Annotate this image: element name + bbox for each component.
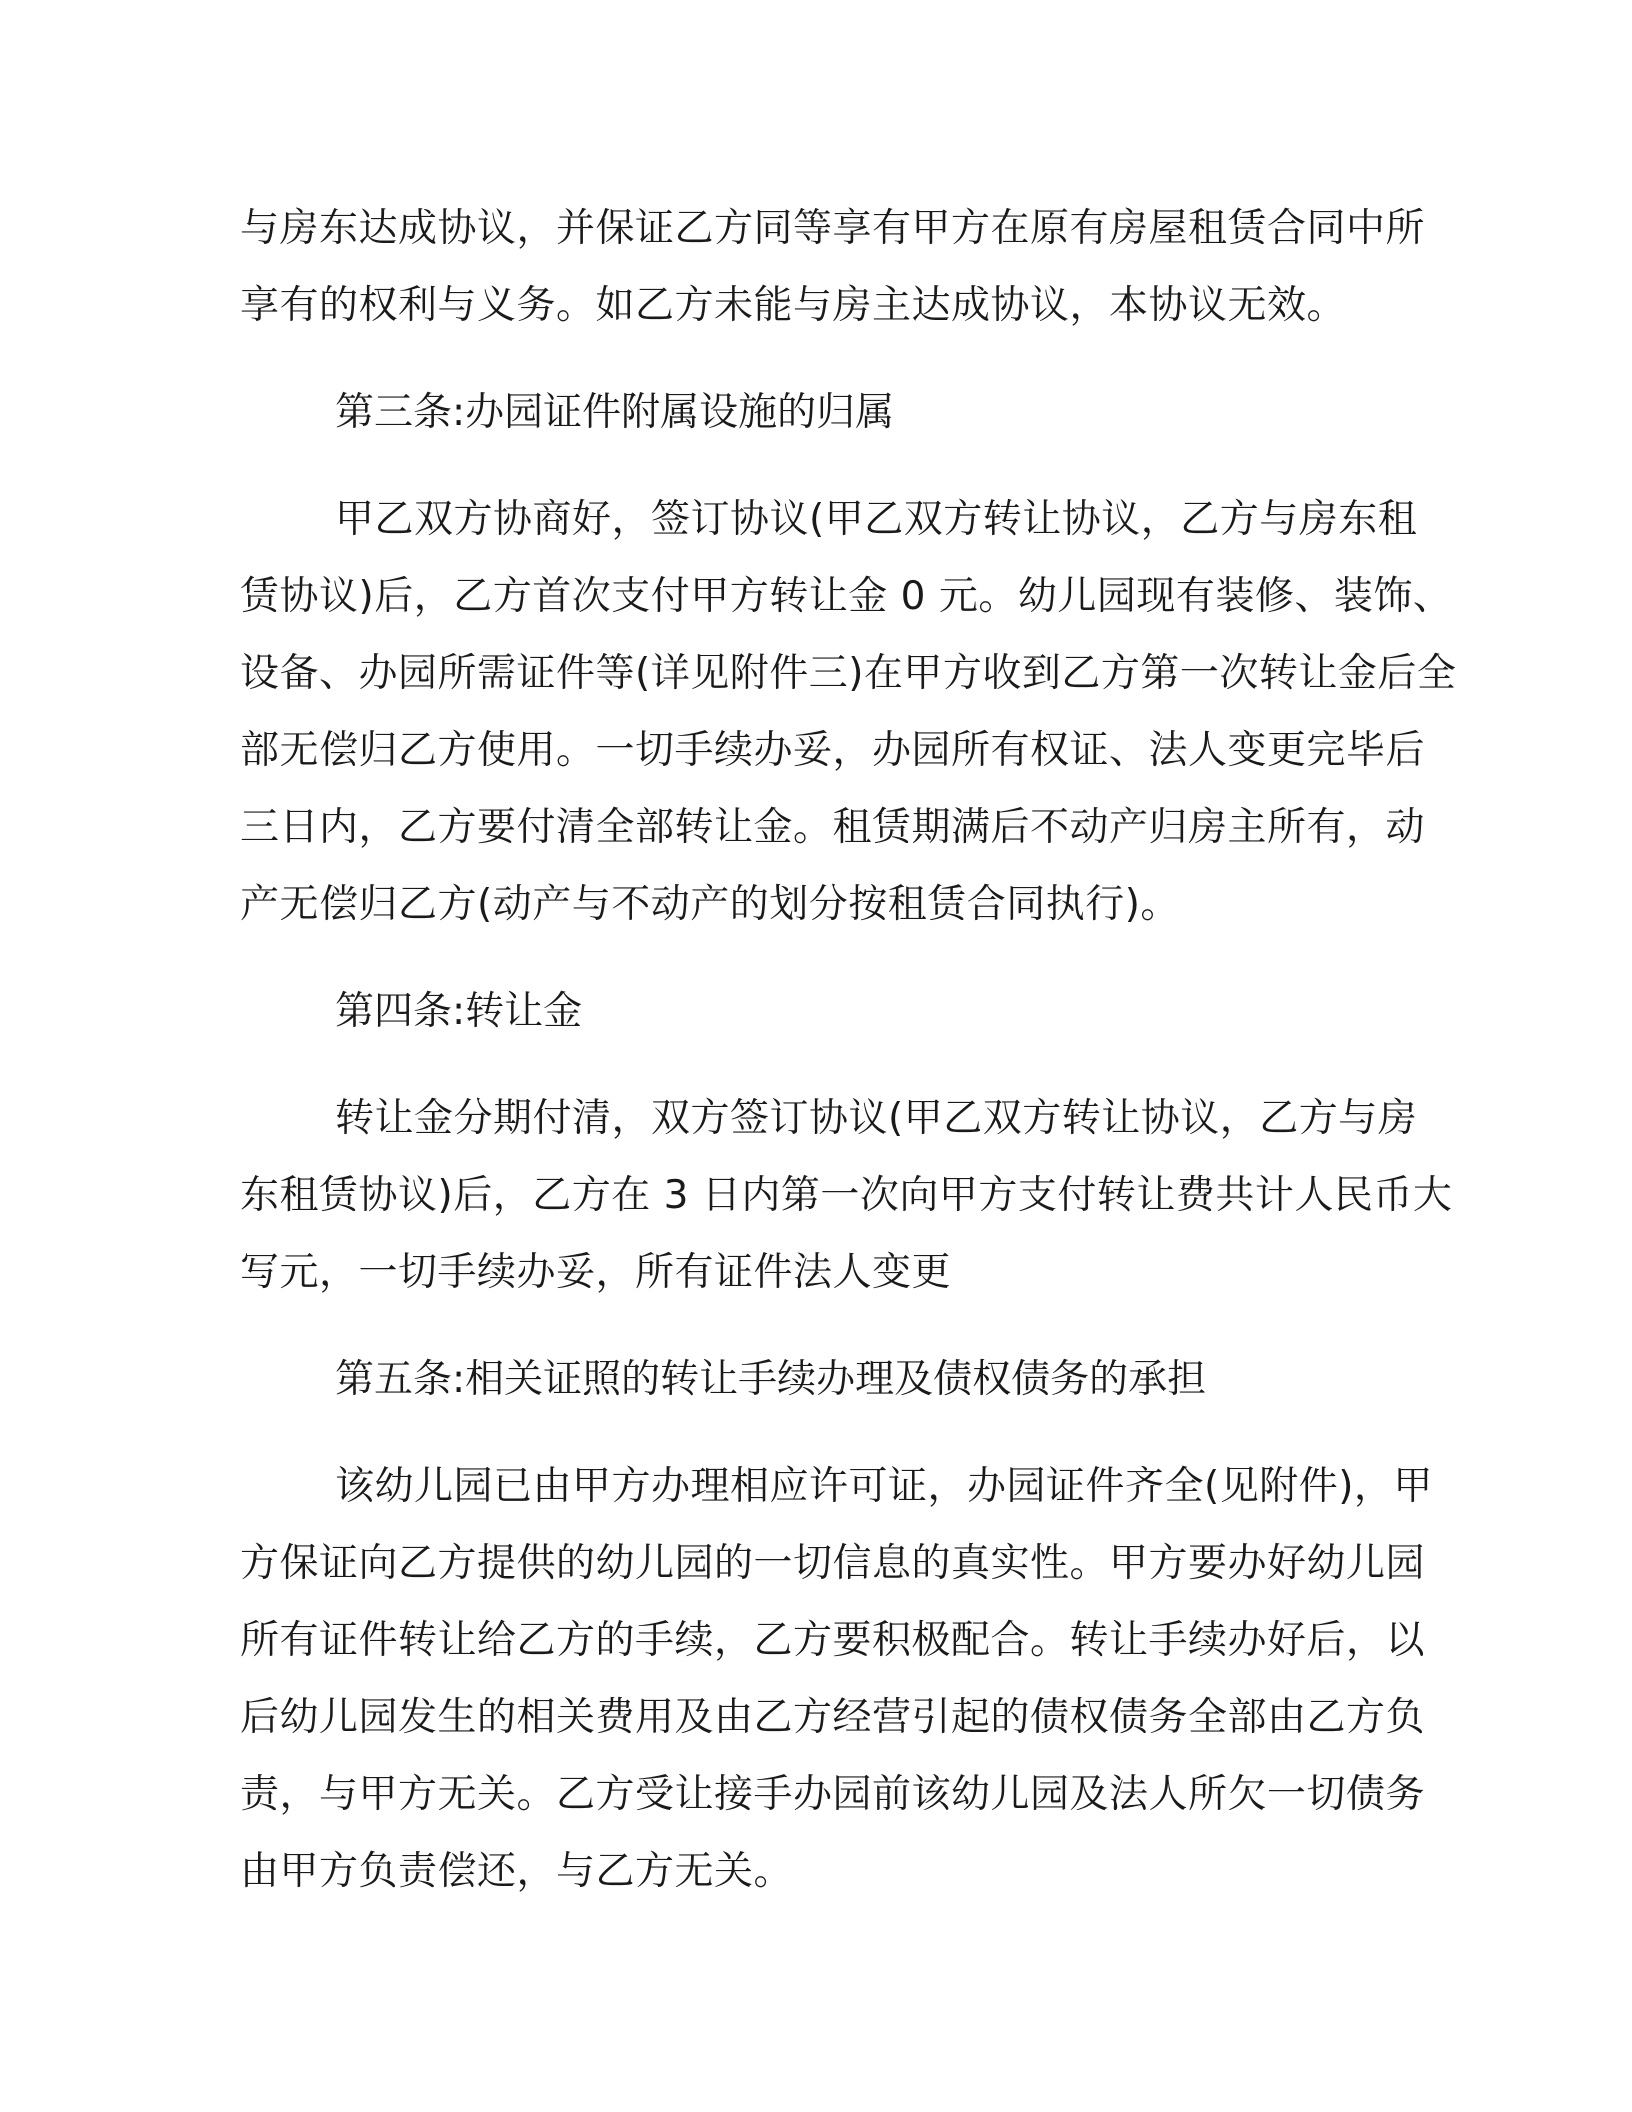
article-5-heading: 第五条:相关证照的转让手续办理及债权债务的承担 <box>335 1357 1207 1402</box>
text-line: 享有的权利与义务。如乙方未能与房主达成协议，本协议无效。 <box>240 283 1347 328</box>
article-3-paragraph <box>240 481 1457 943</box>
text-line: 设备、办园所需证件等(详见附件三)在甲方收到乙方第一次转让金后全 <box>240 651 1457 696</box>
article-3-heading: 第三条:办园证件附属设施的归属 <box>335 390 895 435</box>
text-line: 三日内，乙方要付清全部转让金。租赁期满后不动产归房主所有，动 <box>240 805 1426 850</box>
article-4-paragraph <box>240 1080 1453 1311</box>
article-4-heading: 第四条:转让金 <box>335 989 583 1034</box>
text-line: 部无偿归乙方使用。一切手续办妥，办园所有权证、法人变更完毕后 <box>240 728 1426 773</box>
text-line: 东租赁协议)后，乙方在 3 日内第一次向甲方支付转让费共计人民币大 <box>240 1173 1453 1218</box>
text-line: 该幼儿园已由甲方办理相应许可证，办园证件齐全(见附件)，甲 <box>335 1464 1433 1509</box>
text-line: 所有证件转让给乙方的手续，乙方要积极配合。转让手续办好后，以 <box>240 1618 1426 1663</box>
document-body <box>240 190 1457 1910</box>
text-line: 后幼儿园发生的相关费用及由乙方经营引起的债权债务全部由乙方负 <box>240 1695 1426 1740</box>
text-line: 由甲方负责偿还，与乙方无关。 <box>240 1849 794 1894</box>
paragraph-continuation <box>240 190 1426 344</box>
text-line: 方保证向乙方提供的幼儿园的一切信息的真实性。甲方要办好幼儿园 <box>240 1541 1426 1586</box>
text-line: 写元，一切手续办妥，所有证件法人变更 <box>240 1250 952 1295</box>
article-5-paragraph <box>240 1448 1433 1910</box>
text-line: 与房东达成协议，并保证乙方同等享有甲方在原有房屋租赁合同中所 <box>240 206 1426 251</box>
text-line: 甲乙双方协商好，签订协议(甲乙双方转让协议，乙方与房东租 <box>335 497 1418 542</box>
text-line: 产无偿归乙方(动产与不动产的划分按租赁合同执行)。 <box>240 882 1180 927</box>
text-line: 赁协议)后，乙方首次支付甲方转让金 0 元。幼儿园现有装修、装饰、 <box>240 574 1453 619</box>
text-line: 转让金分期付清，双方签订协议(甲乙双方转让协议，乙方与房 <box>335 1096 1418 1141</box>
text-line: 责，与甲方无关。乙方受让接手办园前该幼儿园及法人所欠一切债务 <box>240 1772 1426 1817</box>
